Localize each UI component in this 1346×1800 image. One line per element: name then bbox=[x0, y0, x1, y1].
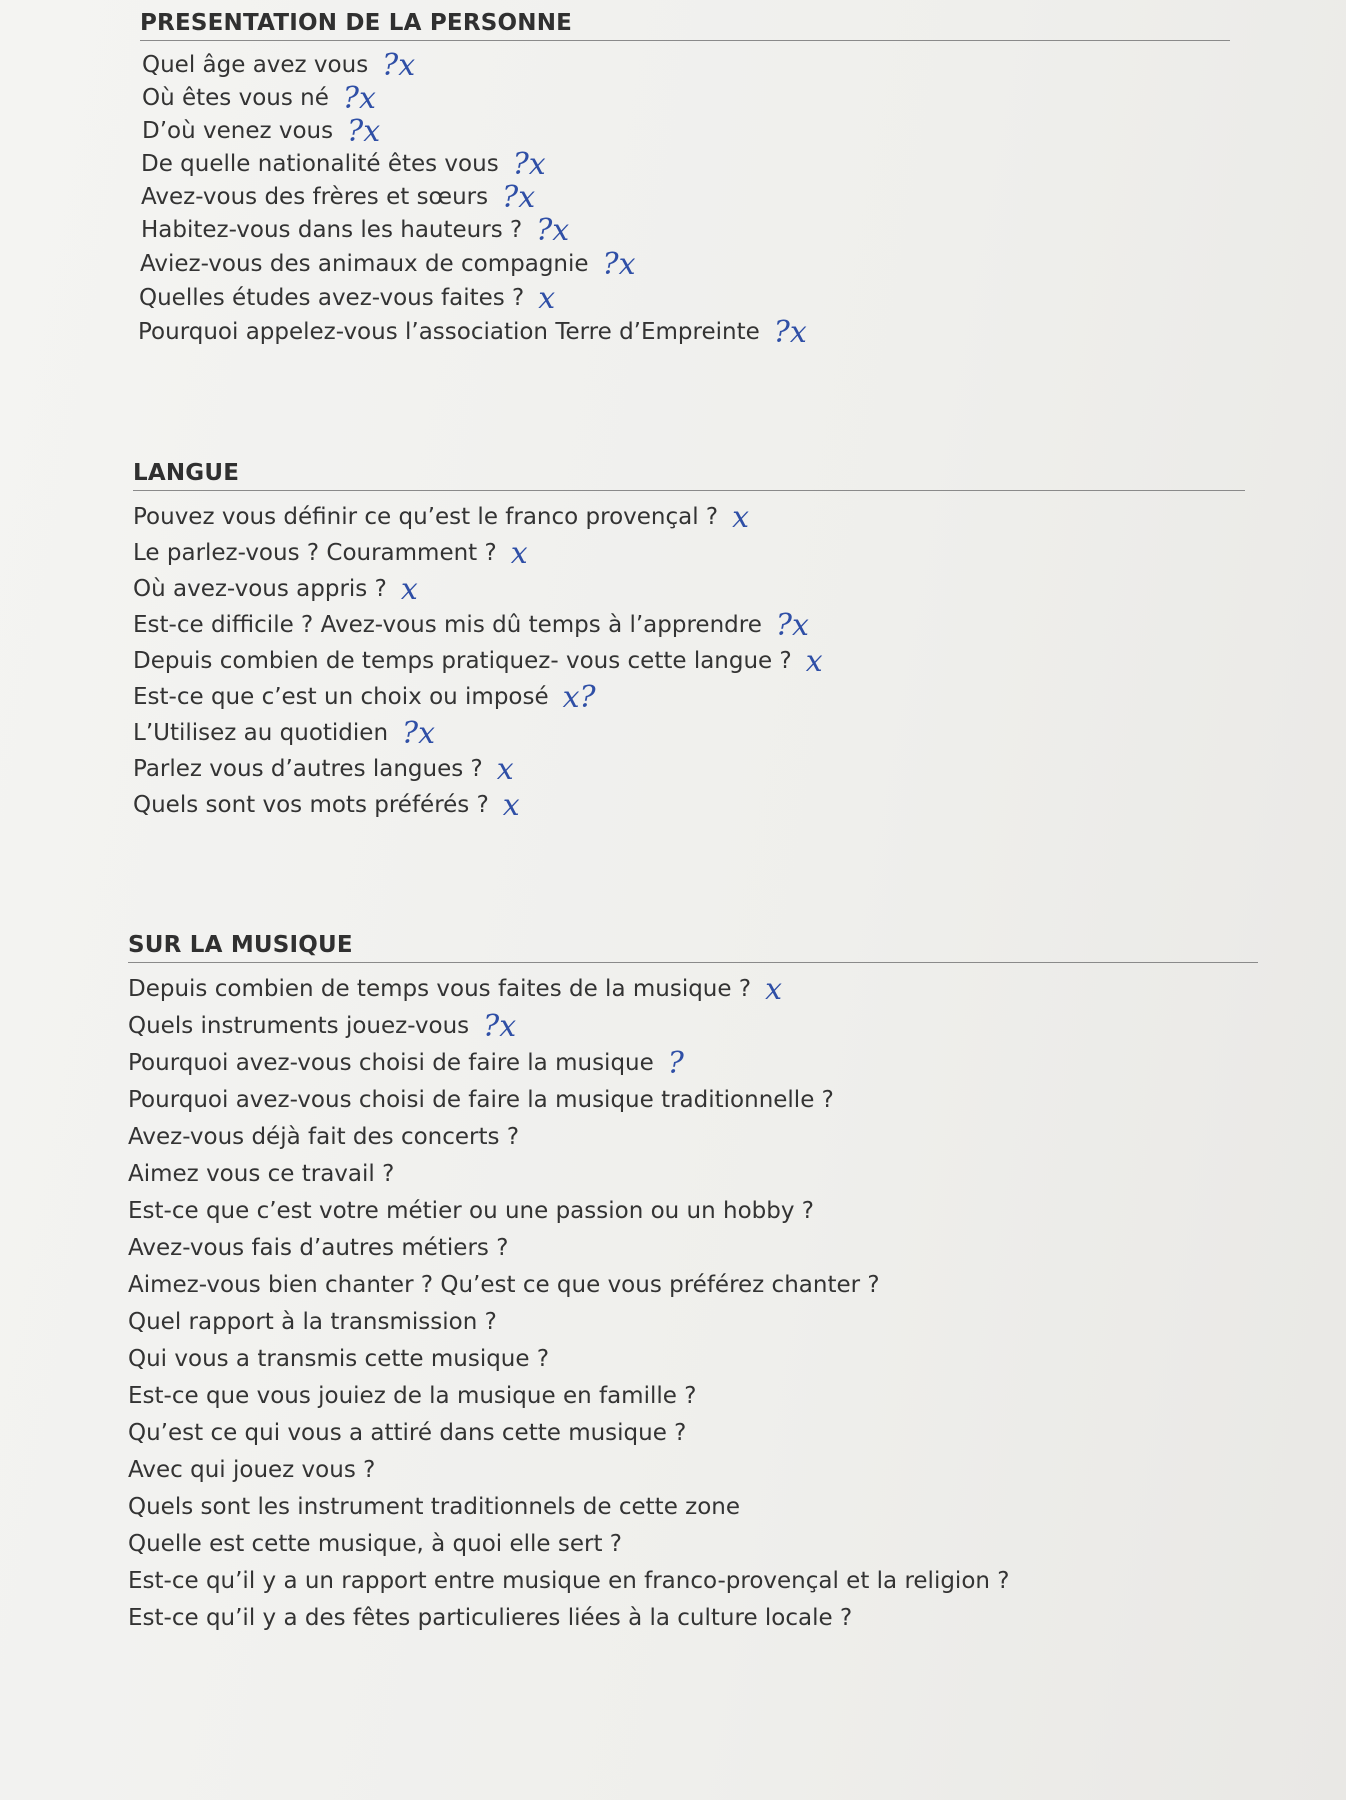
handwritten-mark: ? bbox=[667, 1045, 684, 1081]
handwritten-mark: x bbox=[805, 643, 823, 679]
section-title: LANGUE bbox=[133, 460, 1245, 491]
question-list bbox=[140, 49, 1230, 349]
question-item: Pourquoi avez-vous choisi de faire la musique ? bbox=[128, 1045, 684, 1081]
question-item: Est-ce difficile ? Avez-vous mis dû temps à l’apprendre ?x bbox=[133, 607, 809, 643]
handwritten-mark: ?x bbox=[775, 607, 809, 643]
question-item: Quel rapport à la transmission ? bbox=[128, 1309, 497, 1335]
question-item: Depuis combien de temps vous faites de la musique ? x bbox=[128, 971, 782, 1007]
question-item: Quel âge avez vous ?x bbox=[142, 47, 416, 83]
question-item: Aviez-vous des animaux de compagnie ?x bbox=[140, 246, 636, 282]
question-list bbox=[133, 499, 1245, 823]
question-item: Aimez-vous bien chanter ? Qu’est ce que vous préférez chanter ? bbox=[128, 1272, 880, 1298]
question-item: L’Utilisez au quotidien ?x bbox=[133, 715, 436, 751]
question-item: Avez-vous déjà fait des concerts ? bbox=[128, 1124, 520, 1150]
question-item: Qu’est ce qui vous a attiré dans cette musique ? bbox=[128, 1420, 687, 1446]
question-item: Aimez vous ce travail ? bbox=[128, 1161, 395, 1187]
question-item: Depuis combien de temps pratiquez- vous cette langue ? x bbox=[133, 643, 823, 679]
question-item: De quelle nationalité êtes vous ?x bbox=[141, 146, 546, 182]
question-item: Habitez-vous dans les hauteurs ? ?x bbox=[141, 212, 570, 248]
handwritten-mark: ?x bbox=[536, 212, 570, 248]
handwritten-mark: x bbox=[400, 571, 418, 607]
handwritten-mark: x? bbox=[562, 679, 596, 715]
handwritten-mark: x bbox=[765, 971, 782, 1007]
question-item: Avez-vous des frères et sœurs ?x bbox=[141, 179, 536, 215]
handwritten-mark: ?x bbox=[502, 179, 536, 215]
question-item: Où êtes vous né ?x bbox=[142, 80, 376, 116]
question-list bbox=[128, 971, 1258, 1637]
question-item: Qui vous a transmis cette musique ? bbox=[128, 1346, 550, 1372]
handwritten-mark: ?x bbox=[402, 715, 436, 751]
question-item: Est-ce que c’est un choix ou imposé x? bbox=[133, 679, 596, 715]
question-item: Est-ce que vous jouiez de la musique en famille ? bbox=[128, 1383, 697, 1409]
handwritten-mark: ?x bbox=[512, 146, 546, 182]
question-item: Le parlez-vous ? Couramment ? x bbox=[133, 535, 528, 571]
handwritten-mark: x bbox=[496, 751, 514, 787]
question-item: Quels sont vos mots préférés ? x bbox=[133, 787, 520, 823]
question-item: Quels sont les instrument traditionnels de cette zone bbox=[128, 1494, 741, 1520]
question-item: Pouvez vous définir ce qu’est le franco provençal ? x bbox=[133, 499, 750, 535]
handwritten-mark: ?x bbox=[382, 47, 416, 83]
handwritten-mark: ?x bbox=[347, 113, 381, 149]
question-item: Quelle est cette musique, à quoi elle sert ? bbox=[128, 1531, 623, 1557]
section-langue bbox=[133, 460, 1245, 823]
section-presentation bbox=[140, 10, 1230, 349]
question-item: Quelles études avez-vous faites ? x bbox=[139, 280, 556, 316]
handwritten-mark: x bbox=[732, 499, 750, 535]
section-title: SUR LA MUSIQUE bbox=[128, 932, 1258, 963]
question-item: Pourquoi avez-vous choisi de faire la musique traditionnelle ? bbox=[128, 1087, 834, 1113]
question-item: Est-ce qu’il y a un rapport entre musique en franco-provençal et la religion ? bbox=[128, 1568, 1010, 1594]
question-item: Parlez vous d’autres langues ? x bbox=[133, 751, 514, 787]
section-title: PRESENTATION DE LA PERSONNE bbox=[140, 10, 1230, 41]
handwritten-mark: ?x bbox=[483, 1008, 517, 1044]
question-item: D’où venez vous ?x bbox=[142, 113, 381, 149]
handwritten-mark: ?x bbox=[602, 246, 636, 282]
handwritten-mark: x bbox=[538, 280, 556, 316]
question-item: Pourquoi appelez-vous l’association Terre d’Empreinte ?x bbox=[138, 314, 807, 350]
question-item: Avez-vous fais d’autres métiers ? bbox=[128, 1235, 509, 1261]
handwritten-mark: ?x bbox=[773, 314, 807, 350]
question-item: Où avez-vous appris ? x bbox=[133, 571, 418, 607]
handwritten-mark: x bbox=[502, 787, 520, 823]
question-item: Est-ce qu’il y a des fêtes particulieres liées à la culture locale ? bbox=[128, 1605, 853, 1631]
question-item: Est-ce que c’est votre métier ou une passion ou un hobby ? bbox=[128, 1198, 814, 1224]
section-musique bbox=[128, 932, 1258, 1637]
question-item: Avec qui jouez vous ? bbox=[128, 1457, 376, 1483]
handwritten-mark: ?x bbox=[342, 80, 376, 116]
handwritten-mark: x bbox=[510, 535, 528, 571]
question-item: Quels instruments jouez-vous ?x bbox=[128, 1008, 517, 1044]
